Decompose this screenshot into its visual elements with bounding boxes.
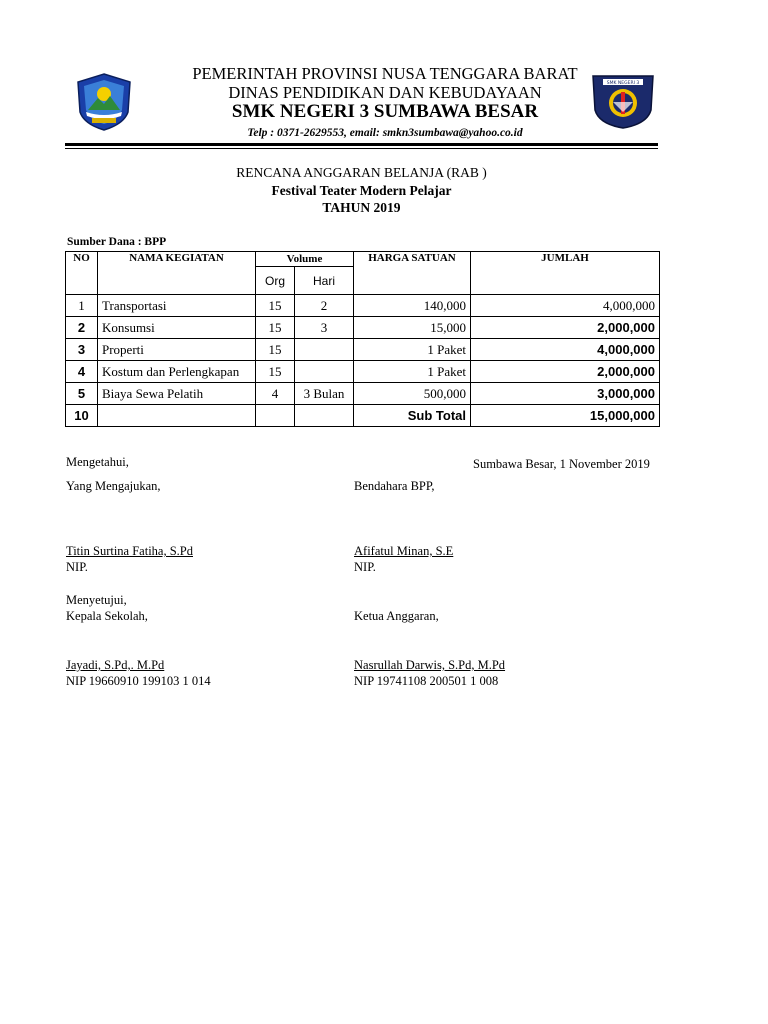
- province-emblem-icon: [74, 72, 134, 132]
- row-activity: Konsumsi: [98, 317, 256, 339]
- row-org: 15: [256, 317, 295, 339]
- letterhead-school-name: SMK NEGERI 3 SUMBAWA BESAR: [231, 101, 539, 122]
- subtotal-empty-cell: [295, 405, 354, 427]
- document-year: TAHUN 2019: [322, 200, 401, 215]
- row-org: 4: [256, 383, 295, 405]
- budget-chair-name: Nasrullah Darwis, S.Pd, M.Pd: [354, 658, 506, 672]
- subtotal-total: 15,000,000: [471, 405, 660, 427]
- table-header-row: [66, 252, 660, 267]
- row-days: 2: [295, 295, 354, 317]
- row-no: 4: [66, 361, 98, 383]
- col-header-activity: NAMA KEGIATAN: [98, 252, 256, 295]
- row-unit-price: 15,000: [354, 317, 471, 339]
- col-header-days: Hari: [295, 267, 354, 295]
- budget-chair-title: Ketua Anggaran,: [354, 609, 439, 623]
- table-row: [66, 295, 660, 317]
- col-header-no: NO: [66, 252, 98, 295]
- budget-table: [65, 251, 660, 427]
- subtotal-empty-cell: [256, 405, 295, 427]
- treasurer-title: Bendahara BPP,: [354, 479, 435, 493]
- table-row: [66, 339, 660, 361]
- row-total: 4,000,000: [471, 295, 660, 317]
- row-unit-price: 1 Paket: [354, 361, 471, 383]
- subtotal-no: 10: [66, 405, 98, 427]
- row-no: 1: [66, 295, 98, 317]
- subtotal-row: [66, 405, 660, 427]
- row-no: 2: [66, 317, 98, 339]
- proposer-nip: NIP.: [66, 560, 88, 574]
- budget-chair-nip: NIP 19741108 200501 1 008: [354, 674, 499, 688]
- principal-nip: NIP 19660910 199103 1 014: [66, 674, 211, 688]
- acknowledged-label: Mengetahui,: [66, 455, 129, 469]
- row-total: 3,000,000: [471, 383, 660, 405]
- row-days: 3 Bulan: [295, 383, 354, 405]
- document-subtitle: Festival Teater Modern Pelajar: [271, 183, 452, 198]
- row-unit-price: 500,000: [354, 383, 471, 405]
- treasurer-name: Afifatul Minan, S.E: [354, 544, 454, 558]
- row-unit-price: 1 Paket: [354, 339, 471, 361]
- table-row: [66, 383, 660, 405]
- proposer-title: Yang Mengajukan,: [66, 479, 161, 493]
- row-no: 3: [66, 339, 98, 361]
- row-activity: Transportasi: [98, 295, 256, 317]
- table-row: [66, 361, 660, 383]
- header-divider-thin: [65, 148, 658, 149]
- row-total: 2,000,000: [471, 317, 660, 339]
- row-activity: Kostum dan Perlengkapan: [98, 361, 256, 383]
- col-header-unit-price: HARGA SATUAN: [354, 252, 471, 295]
- approved-label: Menyetujui,: [66, 593, 127, 607]
- row-days: 3: [295, 317, 354, 339]
- treasurer-nip: NIP.: [354, 560, 376, 574]
- col-header-org: Org: [256, 267, 295, 295]
- row-activity: Biaya Sewa Pelatih: [98, 383, 256, 405]
- row-org: 15: [256, 361, 295, 383]
- header-divider-thick: [65, 143, 658, 146]
- col-header-total: JUMLAH: [471, 252, 660, 295]
- table-row: [66, 317, 660, 339]
- principal-title: Kepala Sekolah,: [66, 609, 148, 623]
- row-no: 5: [66, 383, 98, 405]
- letterhead-contact: Telp : 0371-2629553, email: smkn3sumbawa@yahoo.co.id: [247, 127, 523, 139]
- subtotal-empty-cell: [98, 405, 256, 427]
- letterhead-line-2: DINAS PENDIDIKAN DAN KEBUDAYAAN: [228, 83, 542, 102]
- letterhead-line-1: PEMERINTAH PROVINSI NUSA TENGGARA BARAT: [192, 64, 578, 83]
- principal-name: Jayadi, S.Pd,. M.Pd: [66, 658, 165, 672]
- svg-text:SMK NEGERI 3: SMK NEGERI 3: [606, 81, 640, 86]
- row-activity: Properti: [98, 339, 256, 361]
- place-date: Sumbawa Besar, 1 November 2019: [473, 457, 650, 471]
- row-days: [295, 361, 354, 383]
- row-org: 15: [256, 339, 295, 361]
- funding-source: Sumber Dana : BPP: [67, 236, 167, 248]
- document-title: RENCANA ANGGARAN BELANJA (RAB ): [236, 165, 487, 180]
- row-total: 4,000,000: [471, 339, 660, 361]
- subtotal-label: Sub Total: [354, 405, 471, 427]
- row-total: 2,000,000: [471, 361, 660, 383]
- col-header-volume: Volume: [256, 252, 354, 267]
- row-unit-price: 140,000: [354, 295, 471, 317]
- row-days: [295, 339, 354, 361]
- proposer-name: Titin Surtina Fatiha, S.Pd: [66, 544, 193, 558]
- row-org: 15: [256, 295, 295, 317]
